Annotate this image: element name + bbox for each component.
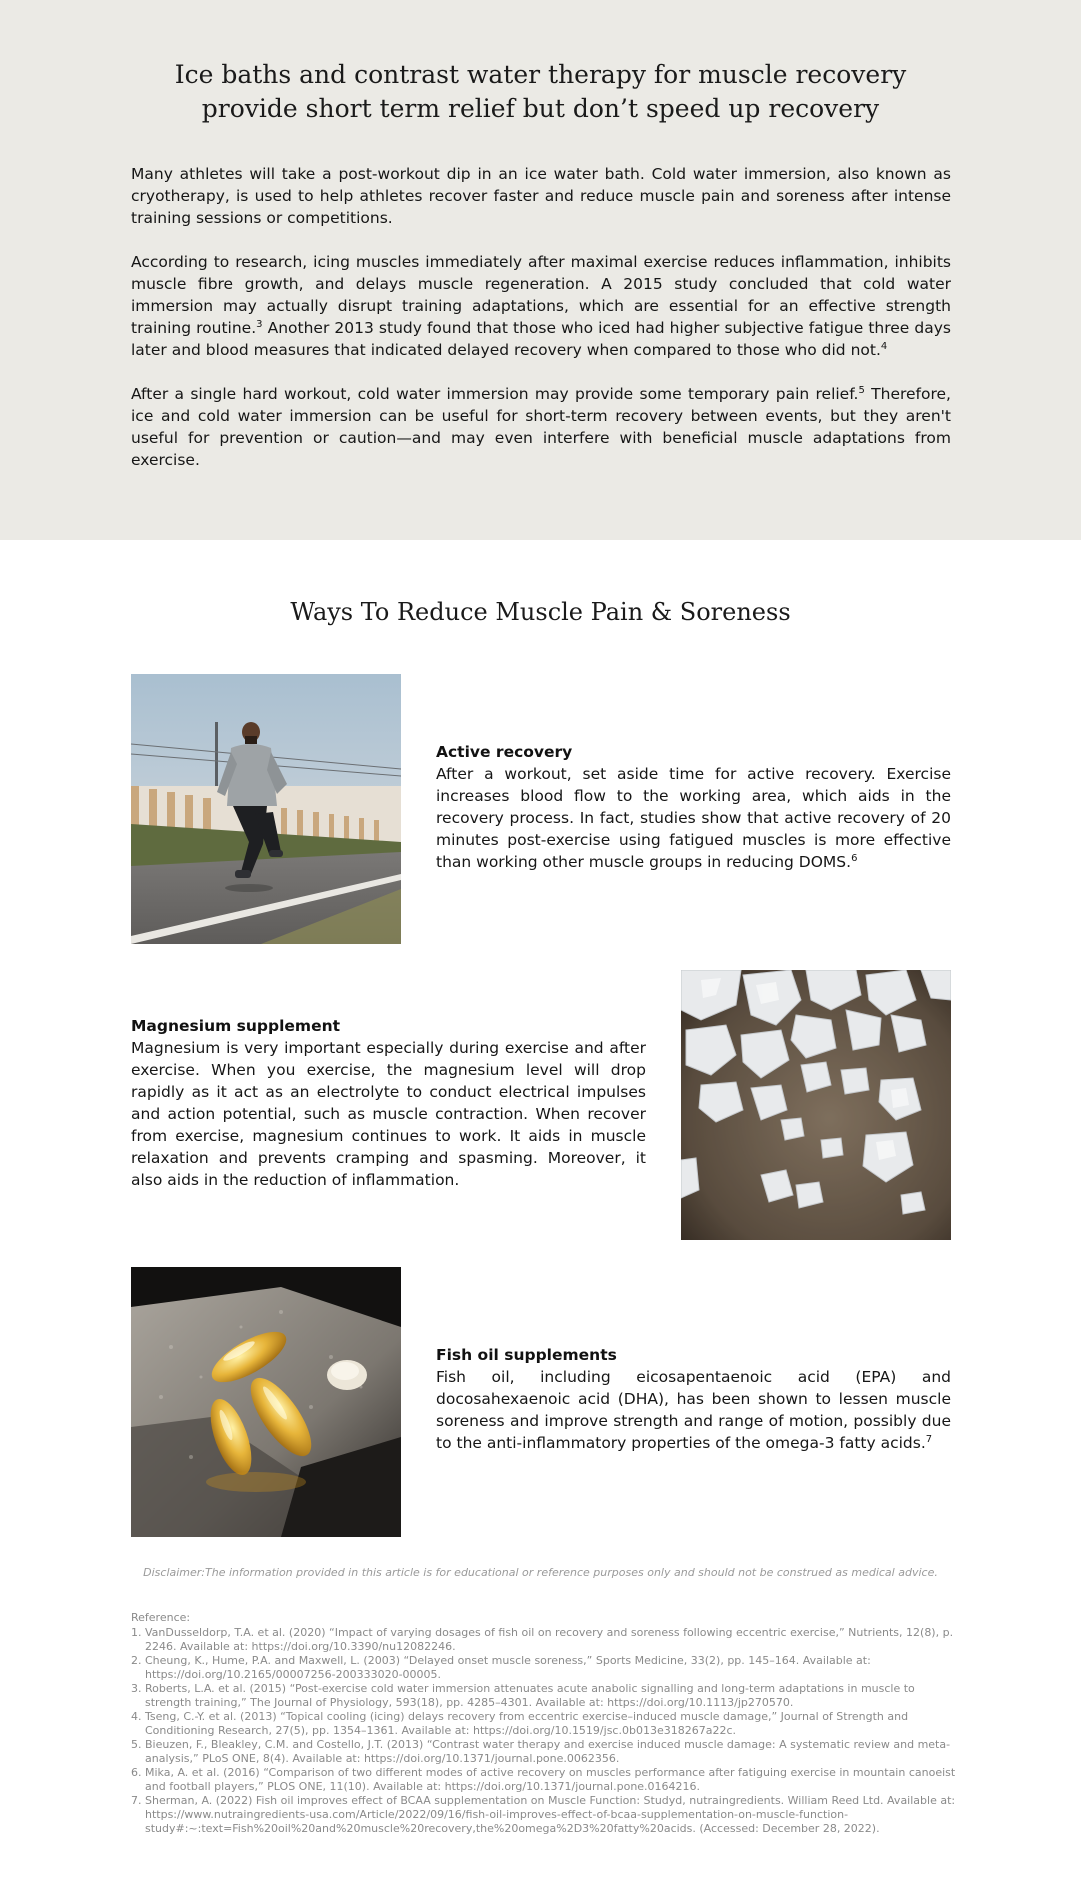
tip-active-recovery — [436, 741, 951, 873]
tip-body — [131, 1037, 646, 1191]
hero-paragraph-2-text-b: Another 2013 study found that those who iced had higher subjective fatigue three days later and blood measures that indicated delayed recovery when compared to those who did not. — [131, 319, 952, 359]
reference-item — [131, 1682, 961, 1710]
hero-paragraph-3 — [131, 383, 951, 471]
reference-item — [131, 1626, 961, 1654]
footnote-marker: 6 — [851, 852, 858, 864]
tip-body — [436, 1366, 951, 1454]
tip-body-text: Magnesium is very important especially during exercise and after exercise. When you exercise, the magnesium level will drop rapidly as it act as an electrolyte to conduct electrical impulses and action potential, such as muscle contraction. When recover from exercise, magnesium continues to work. It aids in muscle relaxation and prevents cramping and spasming. Moreover, it also aids in the reduction of inflammation. — [131, 1039, 646, 1189]
tip-magnesium-supplement — [131, 1015, 646, 1191]
hero-paragraph-2-text-a: According to research, icing muscles immediately after maximal exercise reduces inflammation, inhibits muscle fibre growth, and delays muscle regeneration. A 2015 study concluded that cold water immersion may actually disrupt training adaptations, which are essential for an effective strength training routine. — [131, 253, 951, 337]
tip-heading: Magnesium supplement — [131, 1017, 341, 1035]
footnote-marker: 5 — [858, 384, 865, 396]
reference-text: Sherman, A. (2022) Fish oil improves effect of BCAA supplementation on Muscle Function: Studyd, nutraingredients. William Reed Ltd. Available at: https://www.nutraingredients-usa.com/Article/2022/09/16/fish-oil-improves-effect-of-bcaa-supplementation-on-muscle-function-study#:~:text=Fish%20oil%20and%20muscle%20recovery,the%20omega%2D3%20fatty%20acids. (Accessed: December 28, 2022). — [145, 1794, 956, 1835]
reference-text: Mika, A. et al. (2016) “Comparison of two different modes of active recovery on muscles performance after fatiguing exercise in mountain canoeist and football players,” PLOS ONE, 11(10). Available at: https://doi.org/10.1371/journal.pone.0164216. — [145, 1766, 956, 1793]
fish-oil-capsules-photo — [131, 1267, 401, 1537]
tip-fish-oil-supplements — [436, 1344, 951, 1454]
reference-number: 6. — [131, 1766, 142, 1779]
fish-oil-capsules-illustration — [131, 1267, 401, 1537]
reference-number: 2. — [131, 1654, 142, 1667]
hero-section — [0, 0, 1081, 540]
references — [131, 1611, 961, 1836]
tip-body-text: After a workout, set aside time for active recovery. Exercise increases blood flow to the working area, which aids in the recovery process. In fact, studies show that active recovery of 20 minutes post-exercise using fatigued muscles is more effective than working other muscle groups in reducing DOMS. — [436, 765, 951, 871]
disclaimer: Disclaimer:The information provided in this article is for educational or reference purposes only and should not be construed as medical advice. — [143, 1566, 938, 1579]
tip-heading: Active recovery — [436, 743, 573, 761]
salt-crystals-photo — [681, 970, 951, 1240]
hero-paragraph-1 — [131, 163, 951, 229]
reference-item — [131, 1738, 961, 1766]
salt-crystals-illustration — [681, 970, 951, 1240]
hero-paragraph-3-text-a: After a single hard workout, cold water immersion may provide some temporary pain relief. — [131, 385, 859, 403]
footnote-marker: 7 — [925, 1433, 933, 1445]
reference-item — [131, 1654, 961, 1682]
runner-photo — [131, 674, 401, 944]
reference-text: Bieuzen, F., Bleakley, C.M. and Costello, J.T. (2013) “Contrast water therapy and exercise induced muscle damage: A systematic review and meta-analysis,” PLoS ONE, 8(4). Available at: https://doi.org/10.1371/journal.pone.0062356. — [145, 1738, 951, 1765]
runner-photo-illustration — [131, 674, 401, 944]
section-title: Ways To Reduce Muscle Pain & Soreness — [290, 598, 791, 626]
reference-number: 1. — [131, 1626, 142, 1639]
hero-paragraph-2 — [131, 251, 951, 361]
footnote-marker: 4 — [880, 340, 888, 352]
reference-number: 4. — [131, 1710, 142, 1723]
reference-item — [131, 1766, 961, 1794]
reference-text: Tseng, C.-Y. et al. (2013) “Topical cooling (icing) delays recovery from eccentric exercise–induced muscle damage,” Journal of Strength and Conditioning Research, 27(5), pp. 1354–1361. Available at: https://doi.org/10.1519/jsc.0b013e318267a22c. — [145, 1710, 909, 1737]
tip-heading: Fish oil supplements — [436, 1346, 617, 1364]
article-title: Ice baths and contrast water therapy for muscle recovery provide short term relief but don’t speed up recovery — [174, 60, 907, 123]
reference-number: 5. — [131, 1738, 142, 1751]
reference-text: Cheung, K., Hume, P.A. and Maxwell, L. (2003) “Delayed onset muscle soreness,” Sports Medicine, 33(2), pp. 145–164. Available at: https://doi.org/10.2165/00007256-200333020-00005. — [145, 1654, 871, 1681]
tip-body — [436, 763, 951, 873]
reference-text: Roberts, L.A. et al. (2015) “Post-exercise cold water immersion attenuates acute anabolic signalling and long-term adaptations in muscle to strength training,” The Journal of Physiology, 593(18), pp. 4285–4301. Available at: https://doi.org/10.1113/jp270570. — [145, 1682, 915, 1709]
reference-item — [131, 1794, 961, 1836]
references-list — [131, 1626, 961, 1836]
hero-body — [131, 163, 951, 493]
references-heading: Reference: — [131, 1611, 191, 1624]
reference-text: VanDusseldorp, T.A. et al. (2020) “Impact of varying dosages of fish oil on recovery and soreness following eccentric exercise,” Nutrients, 12(8), p. 2246. Available at: https://doi.org/10.3390/nu12082246. — [145, 1626, 954, 1653]
hero-paragraph-3-text-b: Therefore, ice and cold water immersion can be useful for short-term recovery between events, but they aren't useful for prevention or caution—and may even interfere with beneficial muscle adaptations from exercise. — [131, 385, 951, 469]
tip-body-text: Fish oil, including eicosapentaenoic acid (EPA) and docosahexaenoic acid (DHA), has been shown to lessen muscle soreness and improve strength and range of motion, possibly due to the anti-inflammatory properties of the omega-3 fatty acids. — [436, 1368, 951, 1452]
reference-item — [131, 1710, 961, 1738]
reference-number: 7. — [131, 1794, 142, 1807]
footnote-marker: 3 — [256, 318, 263, 330]
reference-number: 3. — [131, 1682, 142, 1695]
hero-paragraph-1-text: Many athletes will take a post-workout dip in an ice water bath. Cold water immersion, also known as cryotherapy, is used to help athletes recover faster and reduce muscle pain and soreness after intense training sessions or competitions. — [131, 165, 951, 227]
